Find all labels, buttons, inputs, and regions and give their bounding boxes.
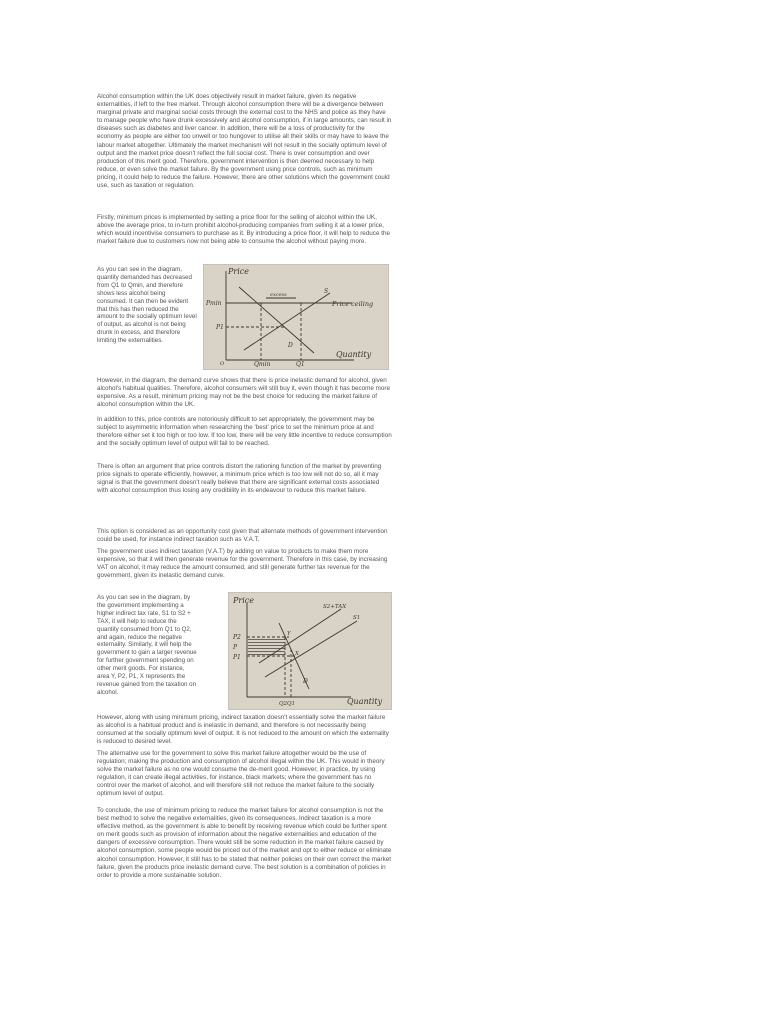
price-ceiling-label: Price ceiling xyxy=(332,300,374,308)
x-axis-label: Quantity xyxy=(347,697,383,706)
demand-label: D xyxy=(288,342,293,349)
qmin-label: Qmin xyxy=(254,361,271,368)
x-axis-label: Quantity xyxy=(336,350,372,359)
paragraph-conclusion: To conclude, the use of minimum pricing to reduce the market failure for alcohol consumption is not the best method to solve the negative externalities, given its consequences. Indirect taxation is a more effective method, as the government is able to benefit by receiving revenue which could be further spent on merit goods such as provision of information about the negative externalities and education of the dangers of excessive consumption. There would still be some reduction in the market failure caused by alcohol consumption, some people would be priced out of the market and opt to either reduce or eliminate alcohol consumption. However, it still has to be stated that neither policies on their own correct the market failure, given the products price inelastic demand curve. The best solution is a combination of policies in order to provide a more sustainable solution. xyxy=(97,807,392,879)
y-point-label: Y xyxy=(287,631,291,637)
paragraph-indirect-tax: The government uses indirect taxation (V.A.T) by adding on value to products to make them more expensive, so that it will then generate revenue for the government. Therefore in this case, by increasing VAT on alcohol, it may reduce the amount consumed, and still generate further tax revenue for the government, given its inelastic demand curve. xyxy=(97,548,388,580)
q2q1-label: Q2Q1 xyxy=(279,701,296,707)
paragraph-asymmetric-info: In addition to this, price controls are notoriously difficult to set appropriately, the government may be subject to asymmetric information when researching the 'best' price to set the minimum price at and therefore either set it too high or too low. If too low, there will be very little incentive to reduce consumption and the socially optimum level of output will fail to be reached. xyxy=(97,416,392,448)
indirect-tax-diagram-svg xyxy=(229,593,391,709)
tax-revenue-area xyxy=(248,637,285,656)
paragraph-inelastic-demand: However, in the diagram, the demand curve shows that there is price inelastic demand for alcohol, given alcohol's habitual qualities. Therefore, alcohol consumers will still buy it, even though it has become more expensive. As a result, minimum pricing may not be the best choice for reducing the market failure of alcohol consumption within the UK. xyxy=(97,377,390,409)
paragraph-rationing: There is often an argument that price controls distort the rationing function of the market by preventing price signals to operate efficiently, however, a minimum price which is too low will not do so, all it may signal is that the government doesn't really believe that there are significant external costs associated with alcohol consumption thus losing any credibility in its endeavour to reduce this market failure. xyxy=(97,463,382,495)
demand-label: D xyxy=(303,678,308,685)
y-axis-label: Price xyxy=(228,267,249,276)
supply-label: S xyxy=(324,288,329,295)
supply-tax-label: S2+TAX xyxy=(323,604,347,610)
paragraph-minimum-price: Firstly, minimum prices is implemented by setting a price floor for the selling of alcohol within the UK, above the average price, to in-turn prohibit alcohol-producing companies from selling it at a lower price, which would incentivise consumers to purchase as it. By introducing a price floor, it will help to reduce the market failure due to customers now not being able to consume the alcohol without paying more. xyxy=(97,214,390,246)
supply-label: S1 xyxy=(353,615,361,621)
paragraph-regulation: The alternative use for the government to solve this market failure altogether would be the use of regulation; making the production and consumption of alcohol illegal within the UK. This would in theory solve the market failure as no one would consume the de-merit good. However, in practice, by using regulation, it can create illegal activities, for instance, black markets; where the government has no control over the market of alcohol, and will therefore still not reduce the market failure to the socially optimum level of output. xyxy=(97,750,385,798)
paragraph-opportunity-cost: This option is considered as an opportunity cost given that alternate methods of government intervention could be used, for instance indirect taxation such as V.A.T. xyxy=(97,528,388,544)
origin-label: O xyxy=(220,361,225,367)
pmin-label: Pmin xyxy=(206,300,222,307)
minimum-price-diagram-svg xyxy=(204,265,388,369)
minimum-price-diagram xyxy=(203,264,389,370)
x-point-label: X xyxy=(295,651,299,657)
p2-label: P2 xyxy=(233,634,241,641)
p1-label: P1 xyxy=(233,654,241,661)
supply-curve xyxy=(244,293,330,350)
excess-label: excess xyxy=(270,292,287,298)
paragraph-diagram2-explanation: As you can see in the diagram, by the government implementing a higher indirect tax rate, S1 to S2 + TAX, it will help to reduce the quantity consumed from Q1 to Q2, and again, reduce the negative externality. Similarly, it will help the government to gain a larger revenue for further government spending on other merit goods. For instance, area Y, P2, P1, X represents the revenue gained from the taxation on alcohol. xyxy=(97,594,197,696)
indirect-tax-diagram xyxy=(228,592,392,710)
y-axis-label: Price xyxy=(233,596,254,605)
p1-label: P1 xyxy=(216,324,224,331)
paragraph-diagram1-explanation: As you can see in the diagram, quantity demanded has decreased from Q1 to Qmin, and therefore shows less alcohol being consumed. It can then be evident that this has then reduced the amount to the socially optimum level of output, as alcohol is not being drunk in excess, and therefore limiting the externalities. xyxy=(97,266,197,345)
paragraph-intro: Alcohol consumption within the UK does objectively result in market failure, given its negative externalities, if left to the free market. Through alcohol consumption there will be a divergence between marginal private and marginal social costs through the external cost to the NHS and police as they have to manage people who have drunk excessively and alcohol consumption, if in large amounts, can result in diseases such as diabetes and liver cancer. In addition, there will be a loss of productivity for the economy as people are either too unwell or too hungover to utilise all their skills or may have to leave the labour market altogether. Ultimately the market mechanism will not result in the socially optimum level of output and the market price doesn't reflect the full social cost. There is over consumption and over production of this merit good. Therefore, government intervention is then deemed necessary to help reduce, or even solve the market failure. By the government using price controls, such as minimum pricing, it could help to reduce the failure. However, there are other solutions which the government could use, such as taxation or regulation. xyxy=(97,93,392,190)
p-label: P xyxy=(233,644,238,651)
paragraph-tax-limitations: However, along with using minimum pricing, indirect taxation doesn't essentially solve the market failure as alcohol is a habitual product and is inelastic in demand, and therefore is not necessarily being consumed at the socially optimum level of output. It is not reduced to the amount on which the externality is reduced to desired level. xyxy=(97,714,389,746)
q1-label: Q1 xyxy=(296,361,305,368)
